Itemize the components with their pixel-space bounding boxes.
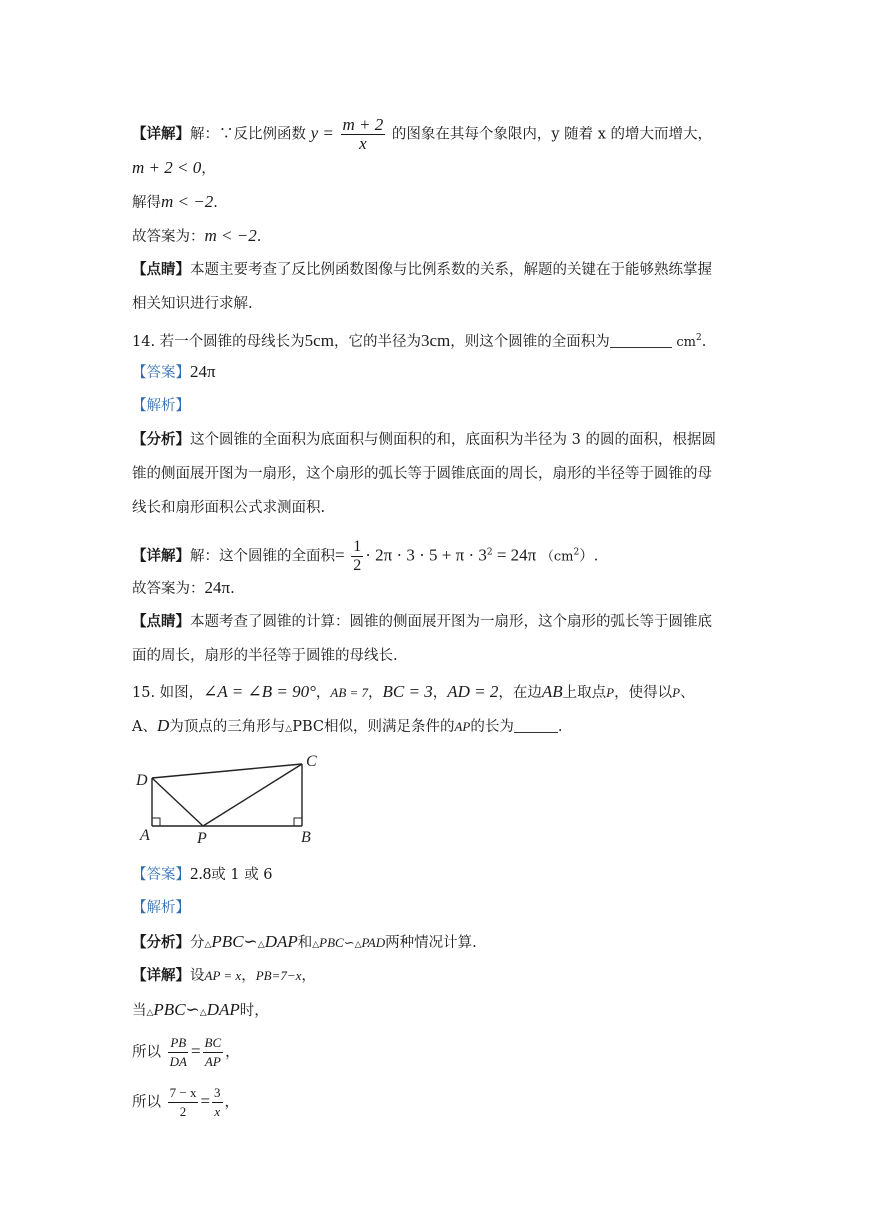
p14-comment: 【点睛】本题考查了圆锥的计算：圆锥的侧面展开图为一扇形，这个扇形的弧长等于圆锥底 — [132, 613, 712, 630]
p14-question: 14. 若一个圆锥的母线长为5cm，它的半径为3cm，则这个圆锥的全面积为 $cm^2$. — [132, 330, 707, 350]
p13-solve: 解得m < −2. — [132, 192, 218, 211]
question-number: 14. — [132, 333, 156, 350]
segment-DC — [152, 764, 302, 778]
right-angle-B-icon — [294, 818, 302, 826]
label-B: B — [301, 829, 311, 846]
geometry-figure — [132, 748, 332, 848]
answer-blank — [610, 347, 672, 348]
p14-final: 故答案为：24π. — [132, 578, 235, 597]
p15-case: 当△PBC∽△DAP时， — [132, 1000, 269, 1019]
p14-analyze-cont2: 线长和扇形面积公式求测面积. — [132, 500, 326, 516]
p15-answer: 【答案】2.8或 1 或 6 — [132, 864, 273, 883]
p15-question-cont: A、D为顶点的三角形与△PBC相似，则满足条件的AP的长为 . — [132, 716, 563, 735]
p15-analysis-tag: 【解析】 — [132, 900, 190, 916]
p13-answer: 故答案为：m < −2. — [132, 226, 262, 245]
p14-answer: 【答案】24π — [132, 362, 216, 381]
p14-analyze: 【分析】这个圆锥的全面积为底面积与侧面积的和，底面积为半径为 3 的圆的面积，根据圆 — [132, 431, 716, 448]
p13-comment-cont: 相关知识进行求解. — [132, 296, 253, 312]
p15-ratio-2: 所以 $\frac{7 - x}{2}$ = $\frac{3}{x}$ ， — [132, 1085, 240, 1119]
label-A: A — [140, 827, 150, 844]
p15-ratio-1: 所以 $\frac{PB}{DA}$ = $\frac{BC}{AP}$ ， — [132, 1035, 240, 1069]
detail-tag: 【详解】 — [132, 125, 190, 143]
segment-PC — [203, 764, 302, 826]
function-expression: y = — [310, 123, 334, 143]
answer-blank — [514, 732, 558, 733]
p13-detail-line: 【详解】解：∵反比例函数 y = $\frac{m + 2}{x}$ 的图象在其每个象限内，y 随着 x 的增大而增大， — [132, 115, 713, 153]
p14-comment-cont: 面的周长，扇形的半径等于圆锥的母线长. — [132, 648, 398, 664]
p13-comment: 【点睛】本题主要考查了反比例函数图像与比例系数的关系，解题的关键在于能够熟练掌握 — [132, 261, 712, 278]
p15-question: 15. 如图，∠A = ∠B = 90°，AB = 7，BC = 3，AD = 2，在边AB上取点P，使得以P、 — [132, 682, 695, 701]
p14-analysis-tag: 【解析】 — [132, 398, 190, 414]
label-C: C — [306, 753, 317, 770]
p15-analyze: 【分析】分△PBC∽△DAP和△PBC∽△PAD两种情况计算. — [132, 932, 477, 951]
p15-detail: 【详解】设AP = x，PB=7−x， — [132, 967, 316, 984]
p14-analyze-cont1: 锥的侧面展开图为一扇形，这个扇形的弧长等于圆锥底面的周长，扇形的半径等于圆锥的母 — [132, 466, 712, 482]
question-number: 15. — [132, 685, 156, 701]
label-P: P — [197, 830, 207, 847]
half-fraction: $\frac{1}{2}$ — [353, 538, 362, 574]
p14-detail: 【详解】解：这个圆锥的全面积= $\frac{1}{2}$ · $2\pi \cdot 3 \cdot 5 + \pi \cdot 3^2 = 24\pi$ $(cm^2)$. — [132, 538, 599, 574]
right-angle-A-icon — [152, 818, 160, 826]
function-fraction: $\frac{m + 2}{x}$ — [342, 115, 384, 153]
p13-inequality: m + 2 < 0， — [132, 158, 216, 177]
label-D: D — [136, 772, 148, 789]
answer-tag: 【答案】 — [132, 365, 190, 381]
